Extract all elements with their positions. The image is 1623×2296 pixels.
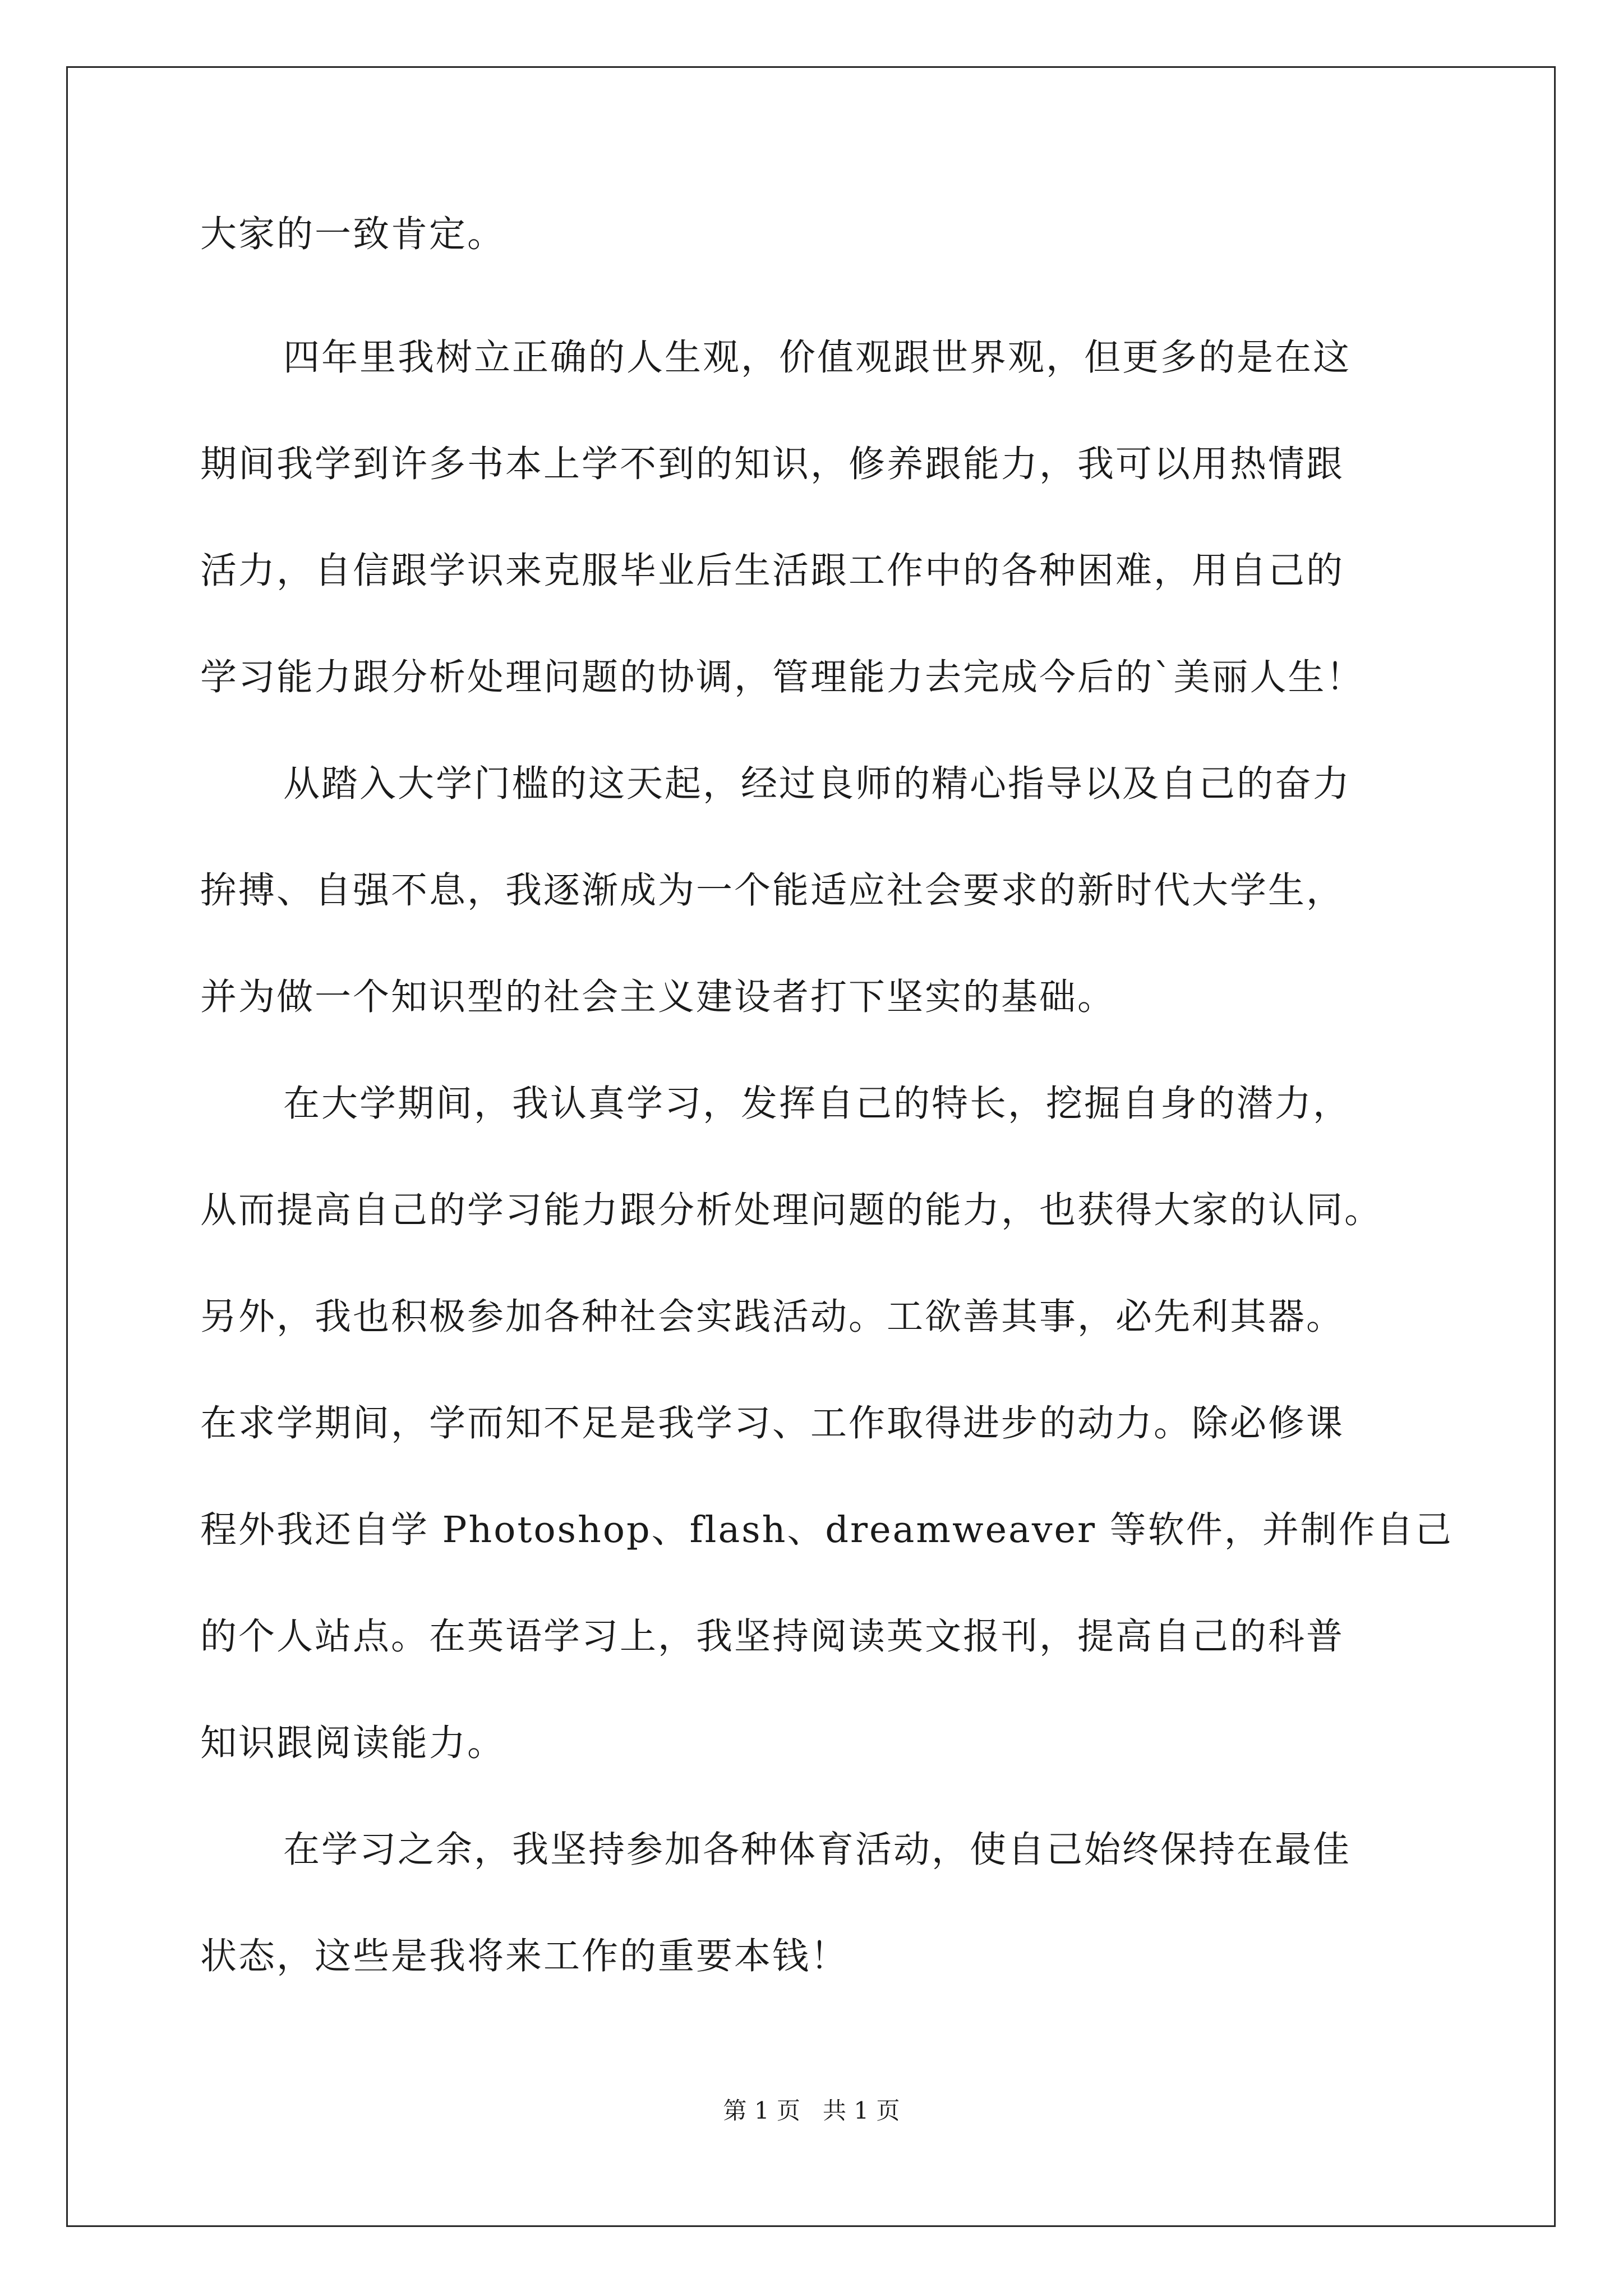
text-line-7: 拚搏、自强不息，我逐渐成为一个能适应社会要求的新时代大学生， [200, 869, 1345, 912]
page-border [66, 66, 1556, 2227]
text-line-3: 期间我学到许多书本上学不到的知识，修养跟能力，我可以用热情跟 [200, 443, 1345, 485]
text-line-5: 学习能力跟分析处理问题的协调，管理能力去完成今后的`美丽人生！ [200, 656, 1364, 698]
text-line-11: 另外，我也积极参加各种社会实践活动。工欲善其事，必先利其器。 [200, 1296, 1345, 1338]
text-line-2: 四年里我树立正确的人生观，价值观跟世界观，但更多的是在这 [283, 337, 1352, 379]
text-line-12: 在求学期间，学而知不足是我学习、工作取得进步的动力。除必修课 [200, 1402, 1345, 1444]
text-line-14: 的个人站点。在英语学习上，我坚持阅读英文报刊，提高自己的科普 [200, 1616, 1345, 1658]
text-line-8: 并为做一个知识型的社会主义建设者打下坚实的基础。 [200, 976, 1116, 1018]
text-line-4: 活力，自信跟学识来克服毕业后生活跟工作中的各种困难，用自己的 [200, 550, 1345, 592]
text-line-16: 在学习之余，我坚持参加各种体育活动，使自己始终保持在最佳 [283, 1829, 1352, 1871]
text-line-10: 从而提高自己的学习能力跟分析处理问题的能力，也获得大家的认同。 [200, 1189, 1383, 1231]
text-line-1: 大家的一致肯定。 [200, 213, 506, 255]
text-line-9: 在大学期间，我认真学习，发挥自己的特长，挖掘自身的潜力， [283, 1083, 1352, 1125]
text-line-15: 知识跟阅读能力。 [200, 1722, 506, 1764]
text-line-17: 状态，这些是我将来工作的重要本钱！ [200, 1935, 849, 1977]
text-line-13: 程外我还自学 Photoshop、flash、dreamweaver 等软件，并制作自己 [200, 1509, 1453, 1551]
text-line-6: 从踏入大学门槛的这天起，经过良师的精心指导以及自己的奋力 [283, 763, 1352, 805]
page-footer: 第 1 页 共 1 页 [723, 2097, 900, 2124]
